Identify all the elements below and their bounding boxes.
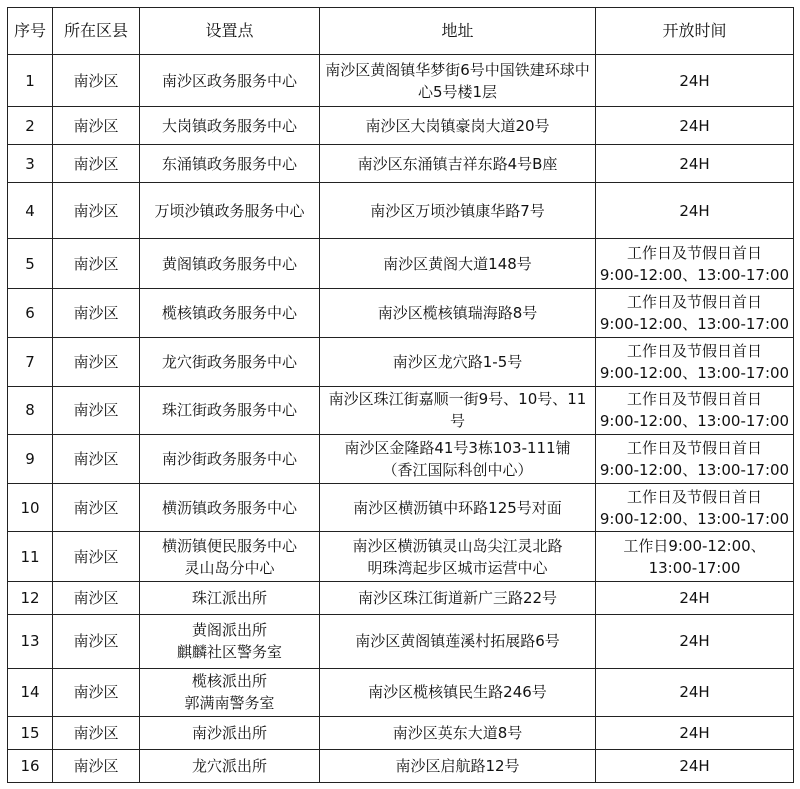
- cell-site: 大岗镇政务服务中心: [140, 107, 320, 145]
- cell-site: 珠江街政务服务中心: [140, 386, 320, 434]
- cell-site: 榄核镇政务服务中心: [140, 288, 320, 337]
- cell-district: 南沙区: [53, 532, 140, 582]
- cell-address: 南沙区龙穴路1-5号: [320, 337, 596, 386]
- cell-hours: 24H: [596, 145, 794, 183]
- table-row: [8, 337, 794, 386]
- cell-address: 南沙区东涌镇吉祥东路4号B座: [320, 145, 596, 183]
- cell-address: 南沙区启航路12号: [320, 749, 596, 782]
- header-site: 设置点: [140, 8, 320, 55]
- cell-address: 南沙区横沥镇中环路125号对面: [320, 484, 596, 532]
- service-points-table: [7, 7, 794, 783]
- cell-district: 南沙区: [53, 145, 140, 183]
- cell-site: 横沥镇便民服务中心 灵山岛分中心: [140, 532, 320, 582]
- cell-address: 南沙区黄阁镇莲溪村拓展路6号: [320, 615, 596, 668]
- cell-site: 榄核派出所 郭满南警务室: [140, 668, 320, 716]
- cell-hours: 24H: [596, 55, 794, 107]
- cell-district: 南沙区: [53, 434, 140, 483]
- cell-seq: 2: [8, 107, 53, 145]
- cell-seq: 3: [8, 145, 53, 183]
- cell-seq: 7: [8, 337, 53, 386]
- cell-hours: 24H: [596, 615, 794, 668]
- table-row: [8, 484, 794, 532]
- cell-address: 南沙区横沥镇灵山岛尖江灵北路 明珠湾起步区城市运营中心: [320, 532, 596, 582]
- cell-seq: 14: [8, 668, 53, 716]
- cell-seq: 13: [8, 615, 53, 668]
- cell-district: 南沙区: [53, 484, 140, 532]
- cell-site: 龙穴派出所: [140, 749, 320, 782]
- header-seq: 序号: [8, 8, 53, 55]
- cell-address: 南沙区榄核镇民生路246号: [320, 668, 596, 716]
- cell-hours: 工作日及节假日首日 9:00-12:00、13:00-17:00: [596, 484, 794, 532]
- table-row: [8, 145, 794, 183]
- cell-site: 珠江派出所: [140, 582, 320, 615]
- cell-address: 南沙区金隆路41号3栋103-111铺 （香江国际科创中心）: [320, 434, 596, 483]
- cell-seq: 4: [8, 183, 53, 239]
- cell-hours: 工作日及节假日首日 9:00-12:00、13:00-17:00: [596, 434, 794, 483]
- table-row: [8, 582, 794, 615]
- cell-seq: 11: [8, 532, 53, 582]
- cell-seq: 5: [8, 239, 53, 288]
- table-row: [8, 615, 794, 668]
- cell-address: 南沙区大岗镇豪岗大道20号: [320, 107, 596, 145]
- cell-site: 黄阁派出所 麒麟社区警务室: [140, 615, 320, 668]
- cell-site: 万顷沙镇政务服务中心: [140, 183, 320, 239]
- cell-district: 南沙区: [53, 582, 140, 615]
- cell-site: 南沙街政务服务中心: [140, 434, 320, 483]
- cell-address: 南沙区珠江街道新广三路22号: [320, 582, 596, 615]
- cell-site: 龙穴街政务服务中心: [140, 337, 320, 386]
- cell-site: 横沥镇政务服务中心: [140, 484, 320, 532]
- cell-seq: 16: [8, 749, 53, 782]
- header-hours: 开放时间: [596, 8, 794, 55]
- cell-hours: 工作日及节假日首日 9:00-12:00、13:00-17:00: [596, 288, 794, 337]
- cell-district: 南沙区: [53, 107, 140, 145]
- cell-hours: 24H: [596, 749, 794, 782]
- cell-address: 南沙区英东大道8号: [320, 716, 596, 749]
- cell-address: 南沙区万顷沙镇康华路7号: [320, 183, 596, 239]
- cell-address: 南沙区珠江街嘉顺一街9号、10号、11号: [320, 386, 596, 434]
- table-row: [8, 107, 794, 145]
- cell-address: 南沙区黄阁大道148号: [320, 239, 596, 288]
- cell-district: 南沙区: [53, 55, 140, 107]
- table-row: [8, 716, 794, 749]
- cell-seq: 6: [8, 288, 53, 337]
- cell-address: 南沙区榄核镇瑞海路8号: [320, 288, 596, 337]
- cell-seq: 1: [8, 55, 53, 107]
- cell-district: 南沙区: [53, 288, 140, 337]
- table-row: [8, 749, 794, 782]
- cell-district: 南沙区: [53, 183, 140, 239]
- cell-district: 南沙区: [53, 668, 140, 716]
- table-row: [8, 668, 794, 716]
- table-row: [8, 183, 794, 239]
- table-row: [8, 239, 794, 288]
- cell-hours: 工作日9:00-12:00、 13:00-17:00: [596, 532, 794, 582]
- cell-hours: 工作日及节假日首日 9:00-12:00、13:00-17:00: [596, 386, 794, 434]
- cell-district: 南沙区: [53, 239, 140, 288]
- table-row: [8, 532, 794, 582]
- cell-hours: 24H: [596, 716, 794, 749]
- cell-district: 南沙区: [53, 337, 140, 386]
- table-row: [8, 386, 794, 434]
- cell-seq: 15: [8, 716, 53, 749]
- cell-seq: 12: [8, 582, 53, 615]
- table-row: [8, 55, 794, 107]
- cell-district: 南沙区: [53, 386, 140, 434]
- table-row: [8, 288, 794, 337]
- cell-hours: 工作日及节假日首日 9:00-12:00、13:00-17:00: [596, 337, 794, 386]
- cell-seq: 8: [8, 386, 53, 434]
- header-district: 所在区县: [53, 8, 140, 55]
- cell-site: 南沙派出所: [140, 716, 320, 749]
- cell-site: 黄阁镇政务服务中心: [140, 239, 320, 288]
- cell-hours: 工作日及节假日首日 9:00-12:00、13:00-17:00: [596, 239, 794, 288]
- cell-hours: 24H: [596, 107, 794, 145]
- cell-hours: 24H: [596, 582, 794, 615]
- cell-seq: 9: [8, 434, 53, 483]
- cell-seq: 10: [8, 484, 53, 532]
- table-body: [8, 55, 794, 783]
- cell-district: 南沙区: [53, 615, 140, 668]
- header-row: [8, 8, 794, 55]
- cell-hours: 24H: [596, 183, 794, 239]
- cell-site: 东涌镇政务服务中心: [140, 145, 320, 183]
- header-address: 地址: [320, 8, 596, 55]
- cell-district: 南沙区: [53, 716, 140, 749]
- cell-district: 南沙区: [53, 749, 140, 782]
- cell-address: 南沙区黄阁镇华梦街6号中国铁建环球中心5号楼1层: [320, 55, 596, 107]
- cell-hours: 24H: [596, 668, 794, 716]
- cell-site: 南沙区政务服务中心: [140, 55, 320, 107]
- table-row: [8, 434, 794, 483]
